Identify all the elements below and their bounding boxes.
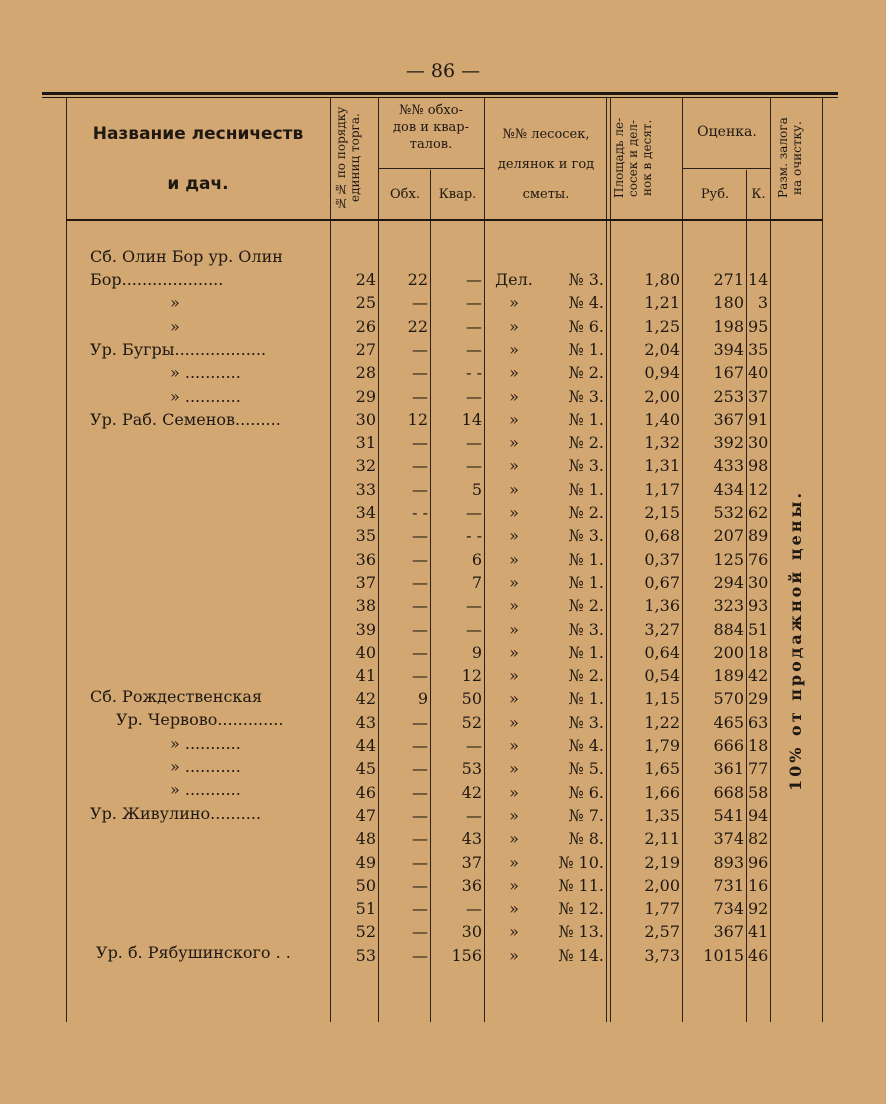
cell-pref: » — [509, 549, 519, 569]
cell-pref: » — [509, 689, 519, 709]
cell-area: 1,31 — [644, 456, 680, 476]
cell-num: № 1. — [568, 339, 604, 359]
cell-seq: 42 — [355, 689, 376, 709]
cell-rub: 125 — [713, 549, 744, 569]
cell-kvar: 156 — [451, 945, 482, 965]
cell-kop: 91 — [748, 409, 769, 429]
cell-area: 2,00 — [644, 875, 680, 895]
cell-pref: » — [509, 782, 519, 802]
cell-area: 2,00 — [644, 386, 680, 406]
cell-seq: 49 — [355, 852, 376, 872]
cell-seq: 52 — [355, 922, 376, 942]
cell-seq: 33 — [355, 479, 376, 499]
cell-seq: 24 — [355, 270, 376, 289]
cell-seq: 44 — [355, 736, 376, 755]
col-divider — [330, 97, 331, 1022]
cell-seq: 38 — [355, 596, 376, 616]
cell-rub: 731 — [713, 875, 744, 895]
subheader-rule — [378, 168, 484, 169]
subheader-rule — [682, 168, 770, 169]
cell-num: № 1. — [568, 549, 604, 569]
cell-num: № 14. — [558, 945, 604, 965]
cell-num: № 2. — [568, 666, 604, 686]
cell-rub: 734 — [713, 899, 744, 919]
cell-kop: 42 — [748, 666, 769, 686]
cell-num: № 7. — [568, 805, 604, 825]
col-divider — [682, 97, 683, 1022]
cell-area: 1,80 — [644, 270, 680, 289]
cell-kvar: 12 — [461, 666, 482, 686]
cell-area: 1,22 — [644, 712, 680, 732]
cell-seq: 39 — [355, 619, 376, 639]
cell-num: № 1. — [568, 572, 604, 592]
cell-num: № 3. — [568, 526, 604, 546]
cell-kvar: - - — [466, 526, 482, 546]
cell-pref: » — [509, 596, 519, 616]
cell-num: № 2. — [568, 596, 604, 616]
row-name: » — [170, 293, 180, 313]
row-name: Ур. Червово............. — [116, 710, 284, 730]
cell-num: № 6. — [568, 316, 604, 336]
cell-seq: 51 — [355, 899, 376, 919]
cell-pref: » — [509, 456, 519, 476]
row-name: Ур. Бугры.................. — [90, 339, 267, 359]
header-kvar: Квар. — [438, 187, 477, 202]
cell-pref: » — [509, 829, 519, 849]
cell-seq: 45 — [355, 759, 376, 779]
cell-pref: » — [509, 759, 519, 779]
cell-num: № 12. — [558, 899, 604, 919]
cell-obkh: — — [412, 945, 428, 965]
cell-num: № 3. — [568, 270, 604, 289]
cell-rub: 271 — [713, 270, 744, 289]
cell-rub: 180 — [713, 293, 744, 313]
cell-obkh: - - — [412, 503, 428, 522]
cell-kvar: — — [466, 503, 482, 522]
cell-kop: 89 — [748, 526, 769, 546]
cell-obkh: — — [412, 852, 428, 872]
col-divider — [484, 97, 485, 1022]
cell-kop: 37 — [748, 386, 769, 406]
cell-seq: 48 — [355, 829, 376, 849]
cell-kop: 82 — [748, 829, 769, 849]
cell-kvar: — — [466, 386, 482, 406]
top-rule — [42, 92, 838, 95]
cell-obkh: 12 — [407, 409, 428, 429]
cell-obkh: — — [412, 549, 428, 569]
col-divider — [606, 97, 607, 1022]
cell-pref: » — [509, 666, 519, 686]
header-otsenka: Оценка. — [697, 124, 757, 140]
cell-pref: » — [509, 386, 519, 406]
row-name: » ........... — [170, 363, 241, 383]
cell-pref: » — [509, 619, 519, 639]
cell-obkh: — — [412, 736, 428, 755]
table-border-left — [66, 97, 67, 1022]
header-kop: К. — [751, 187, 766, 202]
cell-num: № 10. — [558, 852, 604, 872]
cell-seq: 36 — [355, 549, 376, 569]
header-area: Площадь ле- сосек и дел- нок в десят. — [612, 117, 654, 199]
cell-num: № 13. — [558, 922, 604, 942]
cell-num: № 3. — [568, 456, 604, 476]
cell-kvar: 53 — [461, 759, 482, 779]
cell-area: 2,57 — [644, 922, 680, 942]
page-number: — 86 — — [405, 60, 481, 82]
cell-rub: 893 — [713, 852, 744, 872]
cell-pref: » — [509, 572, 519, 592]
cell-pref: » — [509, 503, 519, 522]
cell-obkh: — — [412, 479, 428, 499]
cell-kvar: 7 — [471, 572, 482, 592]
cell-kop: 63 — [748, 712, 769, 732]
cell-kop: 18 — [748, 642, 769, 662]
cell-pref: » — [509, 736, 519, 755]
cell-area: 1,77 — [644, 899, 680, 919]
cell-rub: 167 — [713, 363, 744, 383]
cell-seq: 27 — [355, 339, 376, 359]
cell-seq: 25 — [355, 293, 376, 313]
cell-kop: 58 — [748, 782, 769, 802]
cell-area: 1,65 — [644, 759, 680, 779]
cell-rub: 1015 — [703, 945, 744, 965]
cell-pref: » — [509, 852, 519, 872]
cell-kop: 92 — [748, 899, 769, 919]
cell-kop: 16 — [748, 875, 769, 895]
cell-pref: » — [509, 409, 519, 429]
cell-kop: 77 — [748, 759, 769, 779]
cell-num: № 5. — [568, 759, 604, 779]
header-bottom-rule — [66, 219, 822, 221]
cell-kvar: — — [466, 433, 482, 453]
cell-num: № 3. — [568, 386, 604, 406]
cell-num: № 1. — [568, 479, 604, 499]
cell-obkh: — — [412, 782, 428, 802]
cell-kvar: 42 — [461, 782, 482, 802]
cell-rub: 198 — [713, 316, 744, 336]
cell-rub: 570 — [713, 689, 744, 709]
cell-num: № 3. — [568, 619, 604, 639]
cell-kop: 18 — [748, 736, 769, 755]
cell-kop: 93 — [748, 596, 769, 616]
cell-obkh: — — [412, 386, 428, 406]
cell-seq: 32 — [355, 456, 376, 476]
cell-obkh: — — [412, 339, 428, 359]
header-obkhod-group: №№ обхо- дов и квар- талов. — [393, 103, 469, 152]
cell-rub: 668 — [713, 782, 744, 802]
cell-rub: 189 — [713, 666, 744, 686]
cell-kvar: — — [466, 805, 482, 825]
cell-rub: 884 — [713, 619, 744, 639]
cell-kop: 62 — [748, 503, 769, 522]
cell-rub: 361 — [713, 759, 744, 779]
cell-kop: 51 — [748, 619, 769, 639]
cell-kvar: — — [466, 736, 482, 755]
cell-pref: » — [509, 479, 519, 499]
col-divider — [378, 97, 379, 1022]
cell-obkh: — — [412, 572, 428, 592]
cell-seq: 46 — [355, 782, 376, 802]
cell-kop: 76 — [748, 549, 769, 569]
cell-area: 1,79 — [644, 736, 680, 755]
cell-obkh: — — [412, 293, 428, 313]
cell-area: 1,32 — [644, 433, 680, 453]
cell-area: 1,40 — [644, 409, 680, 429]
cell-seq: 43 — [355, 712, 376, 732]
cell-num: № 2. — [568, 363, 604, 383]
row-name: Ур. Раб. Семенов......... — [90, 409, 281, 429]
cell-area: 1,25 — [644, 316, 680, 336]
cell-area: 1,21 — [644, 293, 680, 313]
cell-area: 3,27 — [644, 619, 680, 639]
cell-pref: » — [509, 712, 519, 732]
cell-kvar: 50 — [461, 689, 482, 709]
cell-obkh: — — [412, 619, 428, 639]
cell-rub: 253 — [713, 386, 744, 406]
cell-obkh: — — [412, 456, 428, 476]
cell-obkh: — — [412, 829, 428, 849]
cell-seq: 50 — [355, 875, 376, 895]
row-name: Ур. Живулино.......... — [90, 803, 262, 823]
col-divider — [746, 170, 747, 1022]
cell-kop: 94 — [748, 805, 769, 825]
header-seq: №№ по порядку единиц торга. — [334, 106, 362, 210]
cell-rub: 374 — [713, 829, 744, 849]
cell-area: 3,73 — [644, 945, 680, 965]
cell-area: 0,54 — [644, 666, 680, 686]
cell-pref: » — [509, 293, 519, 313]
cell-rub: 541 — [713, 805, 744, 825]
cell-num: № 4. — [568, 293, 604, 313]
row-name: Сб. Рождественская — [90, 687, 263, 707]
row-name: » — [170, 316, 180, 336]
cell-kvar: — — [466, 899, 482, 919]
cell-seq: 37 — [355, 572, 376, 592]
cell-kop: 41 — [748, 922, 769, 942]
cell-pref: » — [509, 642, 519, 662]
header-obkh: Обх. — [390, 187, 420, 202]
cell-obkh: 22 — [407, 270, 428, 289]
cell-kvar: — — [466, 456, 482, 476]
header-name-line1: Название лесничеств — [92, 124, 304, 144]
cell-pref: » — [509, 922, 519, 942]
cell-area: 1,66 — [644, 782, 680, 802]
cell-seq: 28 — [355, 363, 376, 383]
cell-num: № 8. — [568, 829, 604, 849]
cell-kop: 46 — [748, 945, 769, 965]
cell-area: 1,35 — [644, 805, 680, 825]
cell-area: 0,37 — [644, 549, 680, 569]
row-name: Сб. Олин Бор ур. Олин — [90, 246, 283, 266]
cell-kvar: 36 — [461, 875, 482, 895]
cell-obkh: — — [412, 363, 428, 383]
cell-kvar: — — [466, 270, 482, 289]
cell-kop: 14 — [748, 270, 769, 289]
cell-area: 2,11 — [644, 829, 680, 849]
cell-seq: 26 — [355, 316, 376, 336]
cell-kvar: — — [466, 293, 482, 313]
cell-seq: 30 — [355, 409, 376, 429]
cell-kvar: 5 — [471, 479, 482, 499]
cell-kop: 12 — [748, 479, 769, 499]
row-name: » ........... — [170, 386, 241, 406]
row-name: » ........... — [170, 756, 241, 776]
cell-rub: 434 — [713, 479, 744, 499]
cell-num: № 6. — [568, 782, 604, 802]
cell-kop: 29 — [748, 689, 769, 709]
cell-kop: 40 — [748, 363, 769, 383]
cell-obkh: — — [412, 433, 428, 453]
cell-area: 1,36 — [644, 596, 680, 616]
cell-kvar: — — [466, 619, 482, 639]
cell-kvar: — — [466, 596, 482, 616]
cell-pref: » — [509, 363, 519, 383]
cell-kop: 35 — [748, 339, 769, 359]
row-name: Бор.................... — [90, 270, 224, 289]
cell-rub: 323 — [713, 596, 744, 616]
cell-kvar: 52 — [461, 712, 482, 732]
cell-pref: » — [509, 526, 519, 546]
cell-obkh: — — [412, 712, 428, 732]
cell-rub: 367 — [713, 922, 744, 942]
cell-kvar: 30 — [461, 922, 482, 942]
cell-seq: 41 — [355, 666, 376, 686]
cell-seq: 31 — [355, 433, 376, 453]
cell-kop: 30 — [748, 572, 769, 592]
cell-pref: » — [509, 945, 519, 965]
cell-rub: 392 — [713, 433, 744, 453]
cell-kop: 95 — [748, 316, 769, 336]
cell-area: 1,17 — [644, 479, 680, 499]
row-name: Ур. б. Рябушинского . . — [96, 943, 291, 963]
cell-kop: 96 — [748, 852, 769, 872]
top-rule-thin — [42, 97, 838, 98]
cell-num: № 4. — [568, 736, 604, 755]
cell-num: № 1. — [568, 409, 604, 429]
cell-num: № 1. — [568, 689, 604, 709]
cell-area: 0,64 — [644, 642, 680, 662]
cell-rub: 294 — [713, 572, 744, 592]
cell-num: № 2. — [568, 503, 604, 522]
cell-obkh: — — [412, 922, 428, 942]
cell-rub: 394 — [713, 339, 744, 359]
cell-area: 2,19 — [644, 852, 680, 872]
header-rub: Руб. — [700, 187, 730, 202]
cell-rub: 367 — [713, 409, 744, 429]
cell-num: № 3. — [568, 712, 604, 732]
cell-kop: 98 — [748, 456, 769, 476]
cell-kvar: 14 — [461, 409, 482, 429]
cell-pref: » — [509, 316, 519, 336]
cell-area: 0,68 — [644, 526, 680, 546]
col-divider-double — [610, 97, 611, 1022]
cell-kop: 3 — [757, 293, 768, 313]
cell-seq: 40 — [355, 642, 376, 662]
cell-seq: 35 — [355, 526, 376, 546]
cell-obkh: — — [412, 805, 428, 825]
cell-seq: 47 — [355, 805, 376, 825]
cell-obkh: — — [412, 642, 428, 662]
zalog-note: 10% от продажной цены. — [786, 489, 805, 791]
cell-kvar: 37 — [461, 852, 482, 872]
cell-rub: 207 — [713, 526, 744, 546]
cell-kvar: — — [466, 316, 482, 336]
cell-kvar: — — [466, 339, 482, 359]
cell-obkh: — — [412, 875, 428, 895]
cell-num: № 2. — [568, 433, 604, 453]
col-divider — [430, 170, 431, 1022]
table-border-right — [822, 97, 823, 1022]
cell-kvar: 6 — [471, 549, 482, 569]
cell-obkh: — — [412, 526, 428, 546]
cell-obkh: — — [412, 899, 428, 919]
cell-pref: » — [509, 805, 519, 825]
cell-kvar: - - — [466, 363, 482, 383]
header-lesosek: №№ лесосек, делянок и год сметы. — [497, 127, 595, 202]
cell-pref: » — [509, 433, 519, 453]
cell-obkh: 9 — [417, 689, 428, 709]
cell-pref: » — [509, 875, 519, 895]
cell-rub: 666 — [713, 736, 744, 755]
cell-kvar: 43 — [461, 829, 482, 849]
cell-kvar: 9 — [471, 642, 482, 662]
header-name-line2: и дач. — [167, 174, 229, 194]
cell-seq: 34 — [355, 503, 376, 522]
cell-num: № 1. — [568, 642, 604, 662]
cell-seq: 29 — [355, 386, 376, 406]
cell-obkh: — — [412, 759, 428, 779]
cell-rub: 532 — [713, 503, 744, 522]
cell-pref: Дел. — [495, 270, 533, 289]
cell-area: 2,15 — [644, 503, 680, 522]
cell-rub: 200 — [713, 642, 744, 662]
cell-obkh: 22 — [407, 316, 428, 336]
cell-area: 0,67 — [644, 572, 680, 592]
cell-pref: » — [509, 339, 519, 359]
row-name: » ........... — [170, 733, 241, 753]
cell-obkh: — — [412, 596, 428, 616]
cell-area: 2,04 — [644, 339, 680, 359]
cell-rub: 465 — [713, 712, 744, 732]
header-zalog: Разм. залога на очистку. — [776, 117, 804, 199]
row-name: » ........... — [170, 780, 241, 800]
cell-obkh: — — [412, 666, 428, 686]
cell-seq: 53 — [355, 945, 376, 965]
cell-pref: » — [509, 899, 519, 919]
cell-kop: 30 — [748, 433, 769, 453]
col-divider — [770, 97, 771, 1022]
cell-area: 1,15 — [644, 689, 680, 709]
cell-num: № 11. — [558, 875, 604, 895]
cell-rub: 433 — [713, 456, 744, 476]
cell-area: 0,94 — [644, 363, 680, 383]
